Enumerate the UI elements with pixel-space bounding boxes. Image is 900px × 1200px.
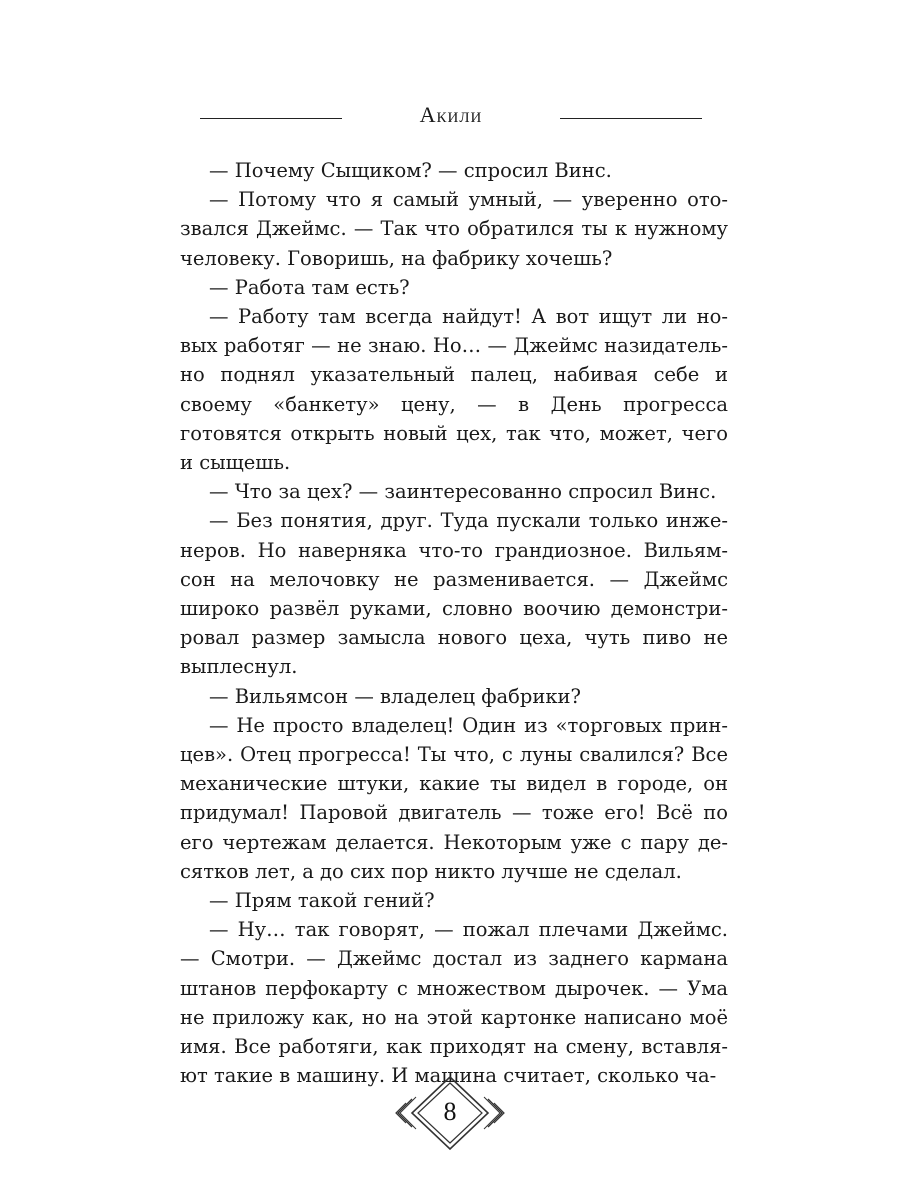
paragraph: — Потому что я самый умный, — уверенно отозвался Джеймс. — Так что обратился ты к нужному человеку. Говоришь, на фабрику хочешь? (180, 188, 728, 270)
page-number-ornament (390, 1075, 510, 1151)
running-head (200, 98, 702, 134)
header-rule-right (560, 118, 702, 119)
running-head-title: Акили (419, 102, 483, 127)
paragraph: — Без понятия, друг. Туда пускали только инженеров. Но наверняка что-то грандиозное. Вильямсон на мелочовку не разменивается. — Джеймс широко развёл руками, словно воочию демонстрировал размер замысла нового цеха, чуть пиво не выплеснул. (180, 509, 728, 679)
paragraph: — Работу там всегда найдут! А вот ищут ли новых работяг — не знаю. Но… — Джеймс назидательно поднял указательный палец, набивая себе и своему «банкету» цену, — в День прогресса готовятся открыть новый цех, так что, может, чего и сыщешь. (180, 305, 728, 475)
body-text (180, 156, 728, 1091)
page-number: 8 (443, 1097, 457, 1126)
paragraph: — Вильямсон — владелец фабрики? (209, 684, 582, 708)
paragraph: — Не просто владелец! Один из «торговых принцев». Отец прогресса! Ты что, с луны свалился? Все механические штуки, какие ты видел в городе, он придумал! Паровой двигатель — тоже его! Всё по его чертежам делается. Некоторым уже с пару десятков лет, а до сих пор никто лучше не сделал. (180, 713, 728, 883)
paragraph: — Ну… так говорят, — пожал плечами Джеймс. — Смотри. — Джеймс достал из заднего кармана штанов перфокарту с множеством дырочек. — Ума не приложу как, но на этой картонке написано моё имя. Все работяги, как приходят на смену, вставляют такие в машину. И машина считает, сколько ча- (180, 918, 728, 1088)
paragraph: — Что за цех? — заинтересованно спросил Винс. (209, 480, 717, 504)
paragraph: — Почему Сыщиком? — спросил Винс. (209, 159, 612, 182)
paragraph: — Прям такой гений? (209, 889, 435, 913)
paragraph: — Работа там есть? (209, 275, 410, 299)
